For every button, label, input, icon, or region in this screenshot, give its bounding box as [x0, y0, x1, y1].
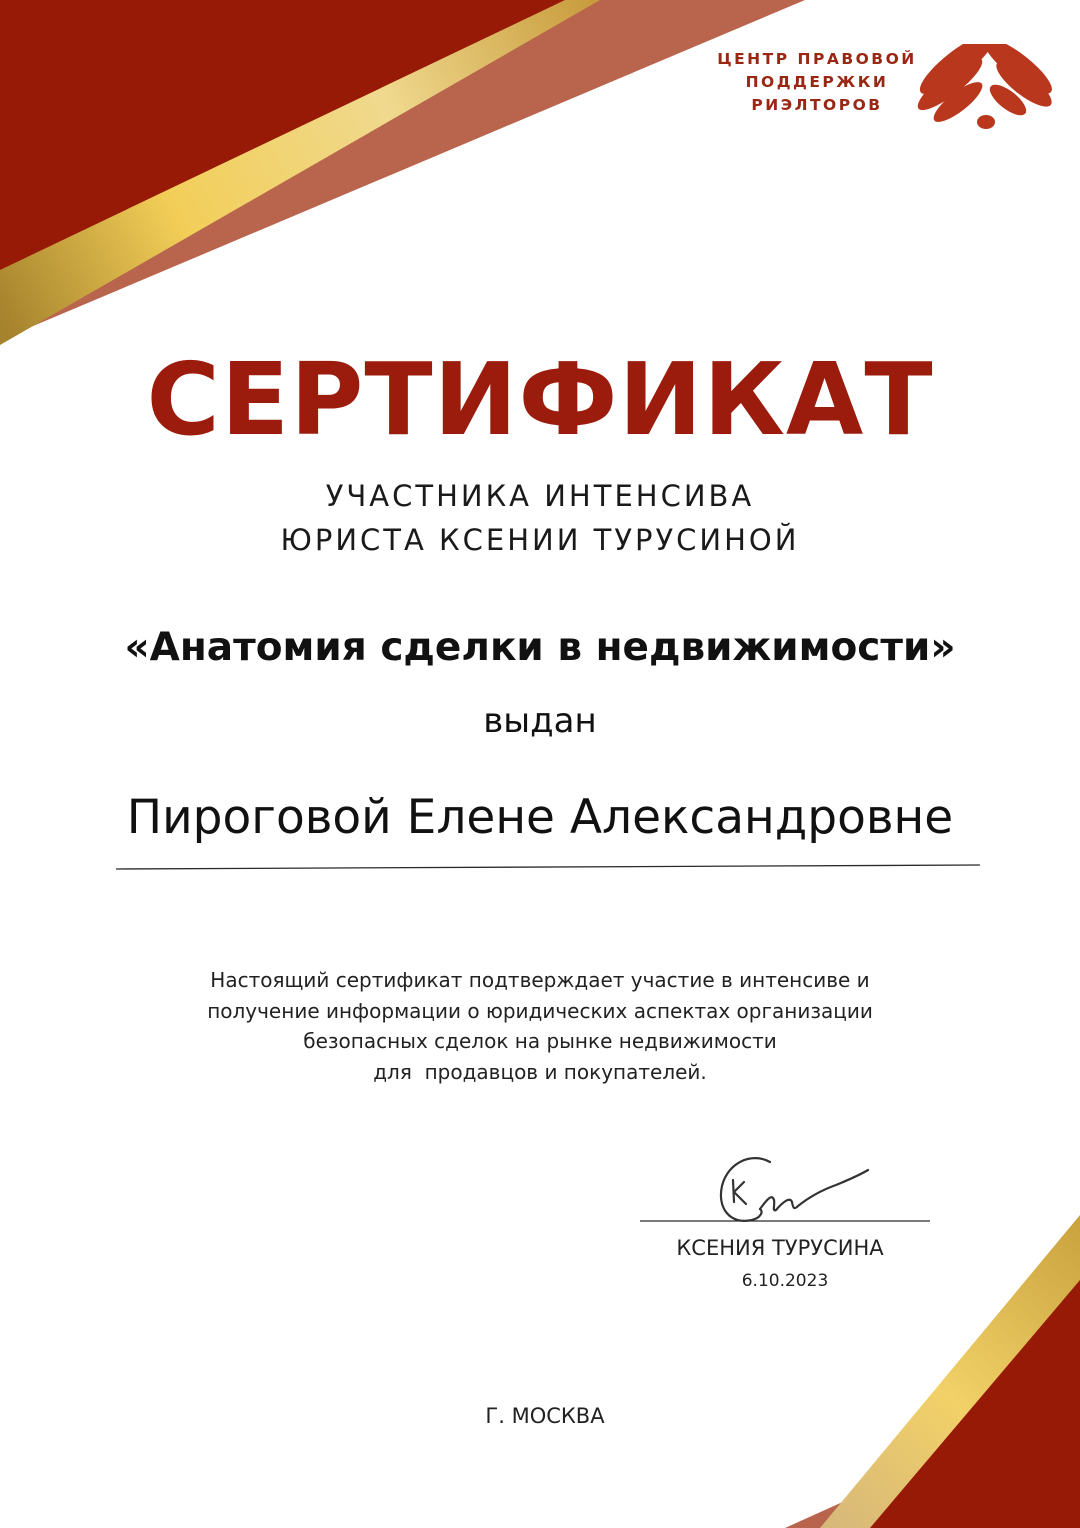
- signer-name: КСЕНИЯ ТУРУСИНА: [676, 1236, 884, 1260]
- recipient-name: Пироговой Елене Александровне: [126, 790, 954, 845]
- description-line-2: получение информации о юридических аспектах организации: [207, 998, 873, 1023]
- subtitle-line-1: УЧАСТНИКА ИНТЕНСИВА: [325, 479, 755, 513]
- description-line-1: Настоящий сертификат подтверждает участие в интенсиве и: [210, 968, 870, 992]
- issued-label: выдан: [483, 701, 597, 741]
- course-name: «Анатомия сделки в недвижимости»: [124, 625, 956, 670]
- certificate-title: СЕРТИФИКАТ: [146, 341, 934, 458]
- hands-roof-logo-icon: [912, 44, 1062, 136]
- recipient-underline: [116, 865, 980, 869]
- signature-icon: [721, 1158, 868, 1221]
- description-line-4: для продавцов и покупателей.: [373, 1059, 707, 1084]
- logo-line-1: ЦЕНТР ПРАВОВОЙ: [717, 50, 917, 68]
- certificate-description: [0, 965, 1080, 1087]
- logo-text: [712, 48, 922, 117]
- subtitle-line-2: ЮРИСТА КСЕНИИ ТУРУСИНОЙ: [280, 523, 800, 557]
- logo-line-2: ПОДДЕРЖКИ: [745, 73, 889, 91]
- description-line-3: безопасных сделок на рынке недвижимости: [303, 1029, 777, 1053]
- organization-logo: [712, 44, 1072, 144]
- city-label: Г. МОСКВА: [485, 1404, 605, 1428]
- issue-date: 6.10.2023: [741, 1271, 829, 1291]
- logo-line-3: РИЭЛТОРОВ: [751, 96, 883, 114]
